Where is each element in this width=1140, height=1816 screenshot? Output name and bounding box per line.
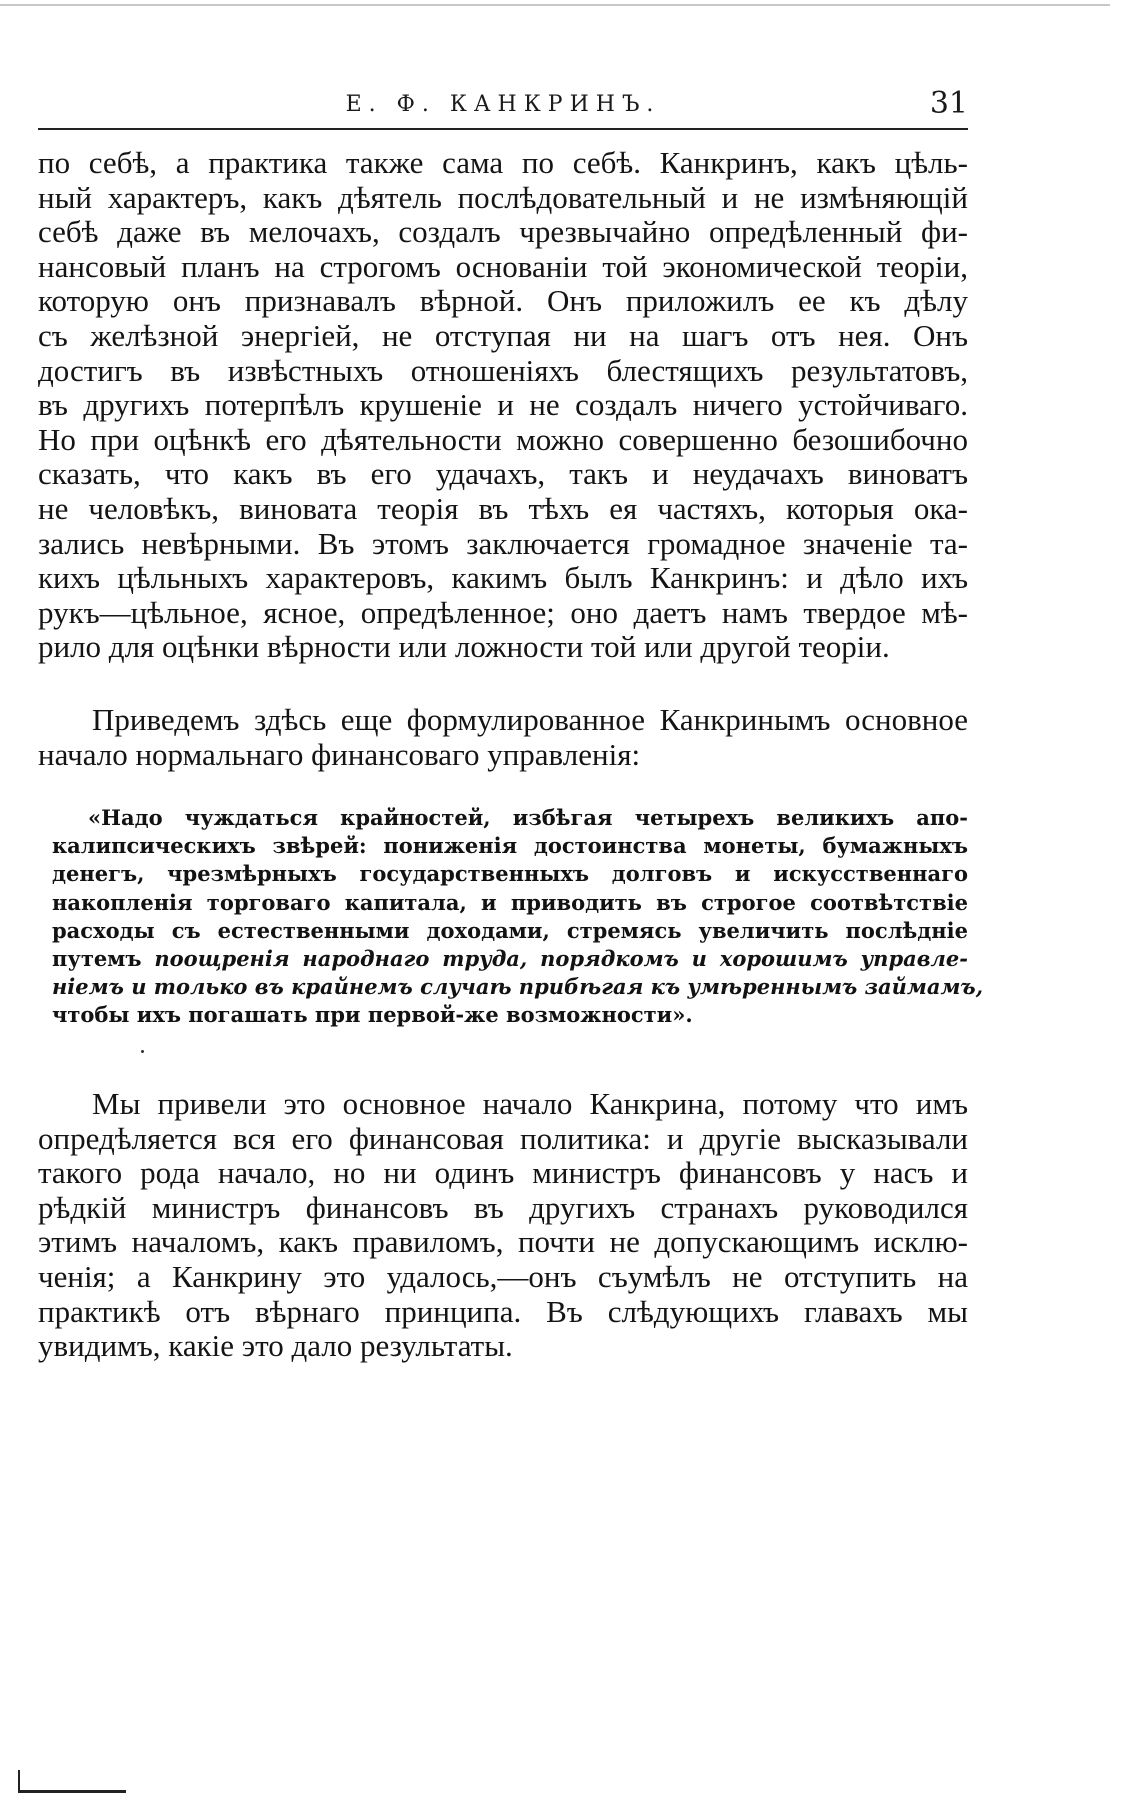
text-line: достигъ въ извѣстныхъ отношеніяхъ блестящихъ результатовъ,	[38, 352, 968, 388]
text-line: рѣдкій министръ финансовъ въ другихъ странахъ руководился	[38, 1189, 968, 1225]
text-line: кихъ цѣльныхъ характеровъ, какимъ былъ Канкринъ: и дѣло ихъ	[38, 560, 968, 596]
text-line: этимъ началомъ, какъ правиломъ, почти не допускающимъ исклю-	[38, 1224, 968, 1260]
text-line: зались невѣрными. Въ этомъ заключается громадное значеніе та-	[38, 525, 968, 561]
quote-line: чтобы ихъ погашать при первой-же возможности».	[52, 1002, 693, 1028]
text-line: съ желѣзной энергіей, не отступая ни на шагъ отъ нея. Онъ	[38, 317, 968, 353]
corner-mark-vertical	[18, 1770, 20, 1792]
block-quote	[52, 804, 984, 1030]
scan-corner-mark	[18, 1786, 126, 1794]
print-speck	[141, 1050, 144, 1053]
text-line: Но при оцѣнкѣ его дѣятельности можно совершенно безошибочно	[38, 421, 968, 457]
text-line: Мы привели это основное начало Канкрина, потому что имъ	[92, 1086, 968, 1121]
quote-italic-text: поощренія народнаго труда, порядкомъ и хорошимъ управле-	[154, 945, 968, 971]
text-line: по себѣ, а практика также сама по себѣ. Канкринъ, какъ цѣль-	[38, 145, 968, 180]
text-line: ный характеръ, какъ дѣятель послѣдовательный и не измѣняющій	[38, 179, 968, 215]
quote-line	[52, 945, 968, 973]
quote-line: денегъ, чрезмѣрныхъ государственныхъ долговъ и искусственнаго	[52, 861, 968, 887]
quote-line: калипсическихъ звѣрей: пониженія достоинства монеты, бумажныхъ	[52, 833, 968, 859]
page-header	[38, 86, 968, 126]
paragraph-3	[38, 1087, 968, 1364]
running-head: Е. Ф. КАНКРИНЪ.	[345, 92, 661, 117]
quote-italic-text: ніемъ и только въ крайнемъ случаѣ прибѣгая къ умѣреннымъ займамъ,	[52, 974, 984, 1000]
quote-text: путемъ	[52, 945, 155, 971]
quote-line: «Надо чуждаться крайностей, избѣгая четырехъ великихъ апо-	[88, 805, 968, 830]
text-line: такого рода начало, но ни одинъ министръ финансовъ у насъ и	[38, 1155, 968, 1191]
text-line: увидимъ, какіе это дало результаты.	[38, 1328, 513, 1364]
text-line: рукъ—цѣльное, ясное, опредѣленное; оно даетъ намъ твердое мѣ-	[38, 594, 968, 630]
text-line: опредѣляется вся его финансовая политика: и другіе высказывали	[38, 1120, 968, 1156]
text-line: въ другихъ потерпѣлъ крушеніе и не создалъ ничего устойчиваго.	[38, 387, 968, 423]
quote-line: расходы съ естественными доходами, стремясь увеличить послѣдніе	[52, 917, 968, 943]
text-line: ченія; а Канкрину это удалось,—онъ съумѣлъ не отступить на	[38, 1258, 968, 1294]
text-line: практикѣ отъ вѣрнаго принципа. Въ слѣдующихъ главахъ мы	[38, 1293, 968, 1329]
text-line: Приведемъ здѣсь еще формулированное Канкринымъ основное	[92, 702, 968, 737]
text-line: не человѣкъ, виновата теорія въ тѣхъ ея частяхъ, которыя ока-	[38, 490, 968, 526]
corner-mark-horizontal	[18, 1790, 126, 1793]
quote-line: накопленія торговаго капитала, и приводить въ строгое соотвѣтствіе	[52, 889, 968, 915]
header-rule	[38, 128, 968, 130]
text-line: которую онъ признавалъ вѣрной. Онъ приложилъ ее къ дѣлу	[38, 283, 968, 319]
text-line: сказать, что какъ въ его удачахъ, такъ и неудачахъ виноватъ	[38, 456, 968, 492]
text-line: начало нормальнаго финансоваго управленія:	[38, 736, 641, 772]
text-line: рило для оцѣнки вѣрности или ложности той или другой теоріи.	[38, 629, 890, 665]
text-line: себѣ даже въ мелочахъ, создалъ чрезвычайно опредѣленный фи-	[38, 214, 968, 250]
quote-line	[52, 973, 984, 1001]
scan-top-edge	[0, 4, 1110, 6]
paragraph-2	[38, 703, 968, 772]
paragraph-1	[38, 146, 968, 665]
page-number: 31	[929, 86, 968, 121]
text-line: нансовый планъ на строгомъ основаніи той экономической теоріи,	[38, 248, 968, 284]
